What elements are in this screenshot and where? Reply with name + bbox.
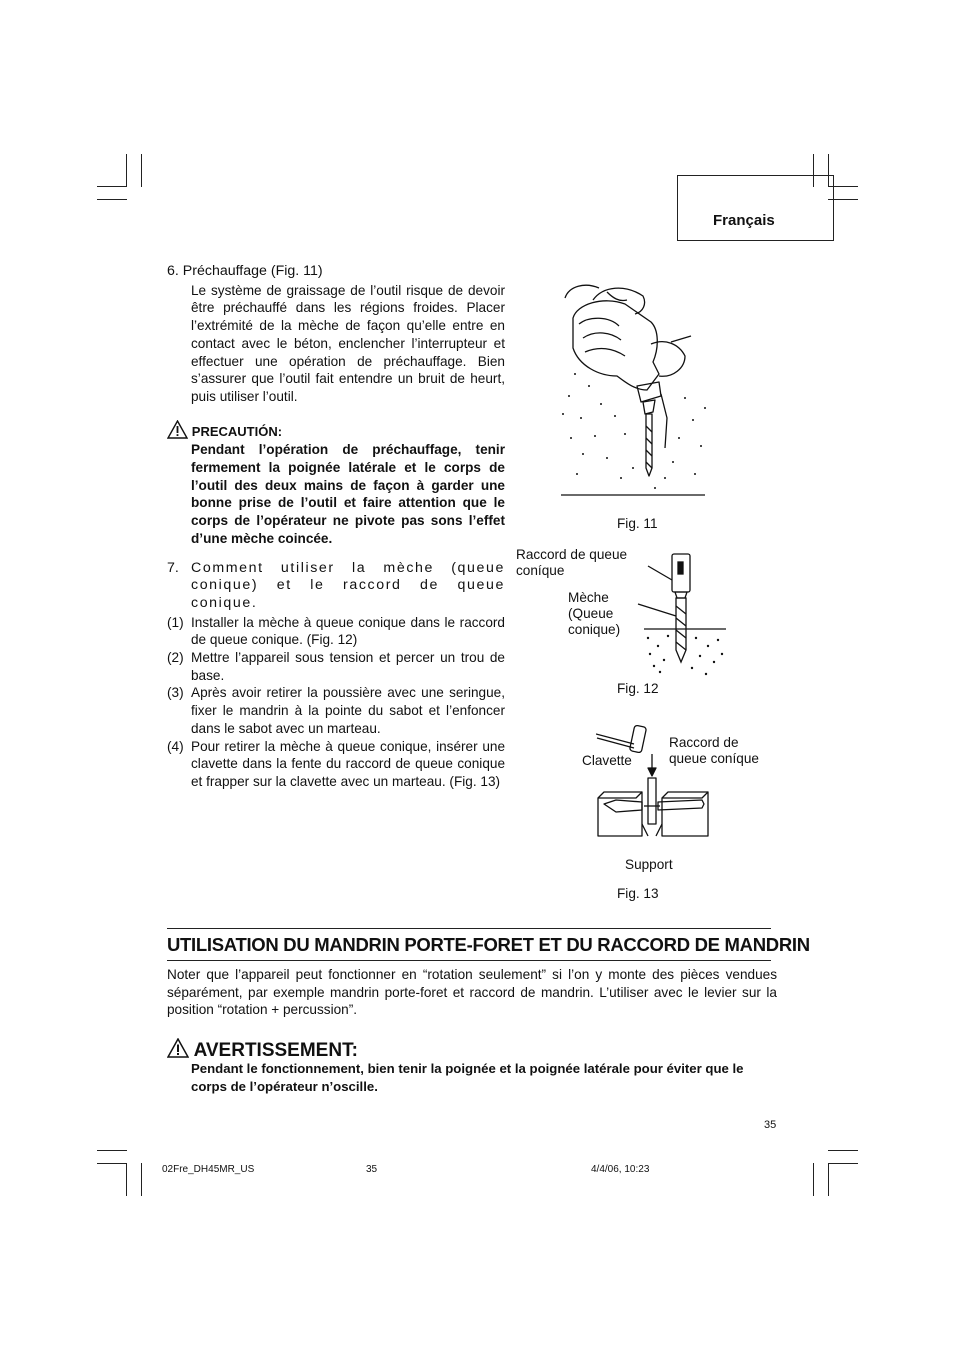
- step-item: [167, 684, 505, 737]
- warning-triangle-icon: [167, 1038, 189, 1058]
- warning-body: Pendant le fonctionnement, bien tenir la poignée et la poignée latérale pour éviter que le corps de l’opérateur n’oscille.: [191, 1061, 744, 1094]
- caution-block: [167, 420, 505, 548]
- fig13-clavette-label: Clavette: [582, 753, 632, 768]
- step-number: (1): [167, 614, 184, 630]
- section-7: [167, 560, 505, 791]
- step-text: Après avoir retirer la poussière avec une seringue, fixer le mandrin à la pointe du sabot et l’enfoncer dans le sabot avec un marteau.: [191, 685, 505, 736]
- footer-date: 4/4/06, 10:23: [591, 1164, 650, 1175]
- fig12-meche-label: Mèche (Queue conique): [568, 590, 621, 637]
- caution-label: PRECAUTIÓN:: [191, 423, 283, 439]
- fig11-drill-illustration: [555, 278, 715, 498]
- language-label: Français: [713, 212, 775, 229]
- fig11-caption: Fig. 11: [617, 516, 658, 531]
- step-number: (3): [167, 685, 184, 701]
- warning-heading: [167, 1038, 358, 1062]
- fig13-support-label: Support: [625, 857, 673, 872]
- caution-body: Pendant l’opération de préchauffage, tenir fermement la poignée latérale et le corps de l’outil des deux mains de façon à garder une bonne prise de l’outil et faire attention que le corps de l’opérateur ne pivote pas sons l’effet d’une mèche coincée.: [191, 442, 505, 546]
- step-item: [167, 649, 505, 684]
- fig12-caption: Fig. 12: [617, 681, 659, 696]
- step-number: (2): [167, 650, 184, 666]
- step-text: Installer la mèche à queue conique dans le raccord de queue conique. (Fig. 12): [191, 614, 505, 648]
- warning-triangle-icon: [167, 420, 188, 439]
- section-title: UTILISATION DU MANDRIN PORTE-FORET ET DU RACCORD DE MANDRIN: [167, 928, 771, 961]
- step-item: [167, 614, 505, 649]
- step-item: [167, 738, 505, 791]
- page-number: 35: [764, 1119, 777, 1131]
- section-6-heading: 6. Préchauffage (Fig. 11): [167, 263, 323, 279]
- fig12-raccord-label: Raccord de queue coníque: [516, 547, 628, 578]
- section-7-steps: [167, 614, 505, 791]
- fig13-removal-illustration: [596, 716, 710, 846]
- section-7-number: 7.: [167, 559, 179, 576]
- section-6: [167, 263, 505, 791]
- fig13-caption: Fig. 13: [617, 886, 659, 901]
- language-tab: [677, 175, 834, 241]
- section-6-body: Le système de graissage de l’outil risque de devoir être préchauffé dans les régions froides. Placer l’extrémité de la mèche de façon qu’elle entre en contact avec le béton, enclencher l’interrupteur et effectuer une opération de préchauffage. Bien s’assurer que l’outil fait entendre un bruit de heurt, puis utiliser l’outil.: [191, 282, 505, 404]
- warning-title: AVERTISSEMENT:: [193, 1040, 358, 1061]
- fig13-raccord-label: Raccord de queue coníque: [669, 735, 759, 766]
- step-text: Mettre l’appareil sous tension et percer un trou de base.: [191, 650, 505, 683]
- section-7-heading: Comment utiliser la mèche (queue conique) et le raccord de queue conique.: [191, 559, 505, 611]
- step-text: Pour retirer la mèche à queue conique, insérer une clavette dans la fente du raccord de queue conique et frapper sur la clavette avec un marteau. (Fig. 13): [191, 738, 505, 789]
- step-number: (4): [167, 738, 184, 754]
- fig12-taper-shank-illustration: [630, 550, 730, 680]
- footer-page: 35: [366, 1164, 378, 1175]
- section-body: Noter que l’appareil peut fonctionner en “rotation seulement” si l’on y monte des pièces vendues séparément, par exemple mandrin porte-foret et raccord de mandrin. L’utiliser avec le levier sur la position “rotation + percussion”.: [167, 967, 777, 1017]
- footer-file: 02Fre_DH45MR_US: [162, 1164, 255, 1175]
